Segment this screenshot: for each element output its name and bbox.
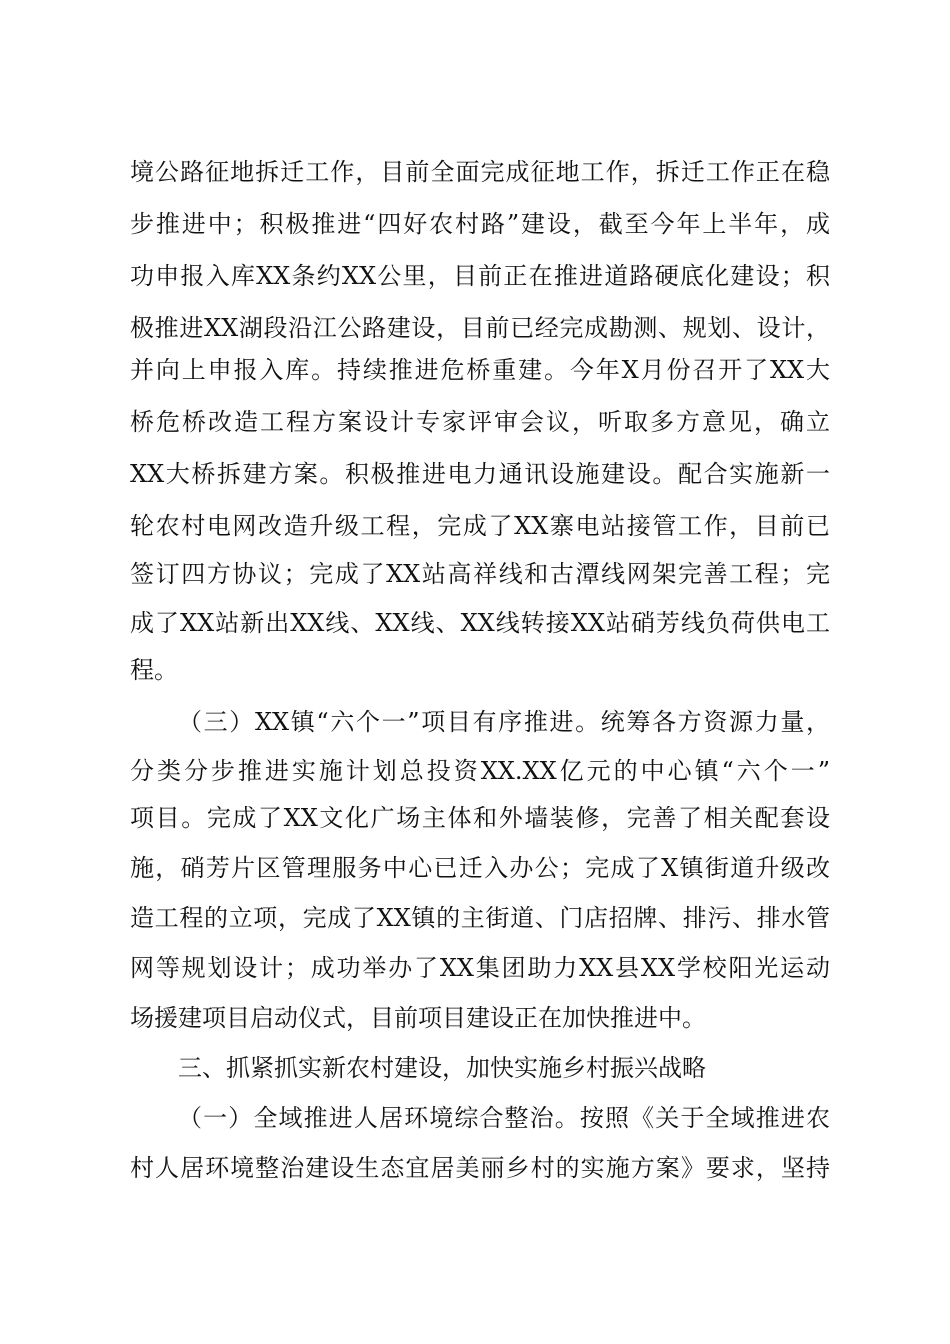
text-line: 成了XX站新出XX线、XX线、XX线转接XX站硝芳线负荷供电工 xyxy=(130,609,830,637)
text-line: 境公路征地拆迁工作，目前全面完成征地工作，拆迁工作正在稳 xyxy=(130,158,830,186)
text-line: 签订四方协议；完成了XX站高祥线和古潭线网架完善工程；完 xyxy=(130,560,830,588)
text-line: 步推进中；积极推进“四好农村路”建设，截至今年上半年，成 xyxy=(130,210,830,238)
section-heading: 三、抓紧抓实新农村建设，加快实施乡村振兴战略 xyxy=(178,1054,706,1082)
text-line: 场援建项目启动仪式，目前项目建设正在加快推进中。 xyxy=(130,1004,706,1032)
text-line: 桥危桥改造工程方案设计专家评审会议，听取多方意见，确立 xyxy=(130,408,830,436)
text-line: 项目。完成了XX文化广场主体和外墙装修，完善了相关配套设 xyxy=(130,804,830,832)
text-line: 极推进XX湖段沿江公路建设，目前已经完成勘测、规划、设计， xyxy=(130,314,830,342)
text-line: 并向上申报入库。持续推进危桥重建。今年X月份召开了XX大 xyxy=(130,356,830,384)
text-line: XX大桥拆建方案。积极推进电力通讯设施建设。配合实施新一 xyxy=(130,460,830,488)
text-line: 网等规划设计；成功举办了XX集团助力XX县XX学校阳光运动 xyxy=(130,954,830,982)
text-line: 施，硝芳片区管理服务中心已迁入办公；完成了X镇街道升级改 xyxy=(130,854,830,882)
text-line: 轮农村电网改造升级工程，完成了XX寨电站接管工作，目前已 xyxy=(130,512,830,540)
text-line: 功申报入库XX条约XX公里，目前正在推进道路硬底化建设；积 xyxy=(130,262,830,290)
text-line: 程。 xyxy=(130,656,178,684)
text-line: 造工程的立项，完成了XX镇的主街道、门店招牌、排污、排水管 xyxy=(130,904,830,932)
paragraph-heading-line: （三）XX镇“六个一”项目有序推进。统筹各方资源力量， xyxy=(178,708,830,736)
text-line: 村人居环境整治建设生态宜居美丽乡村的实施方案》要求，坚持 xyxy=(130,1154,830,1182)
paragraph-heading-line: （一）全域推进人居环境综合整治。按照《关于全域推进农 xyxy=(178,1104,830,1132)
text-line: 分类分步推进实施计划总投资XX.XX亿元的中心镇“六个一” xyxy=(130,757,830,785)
